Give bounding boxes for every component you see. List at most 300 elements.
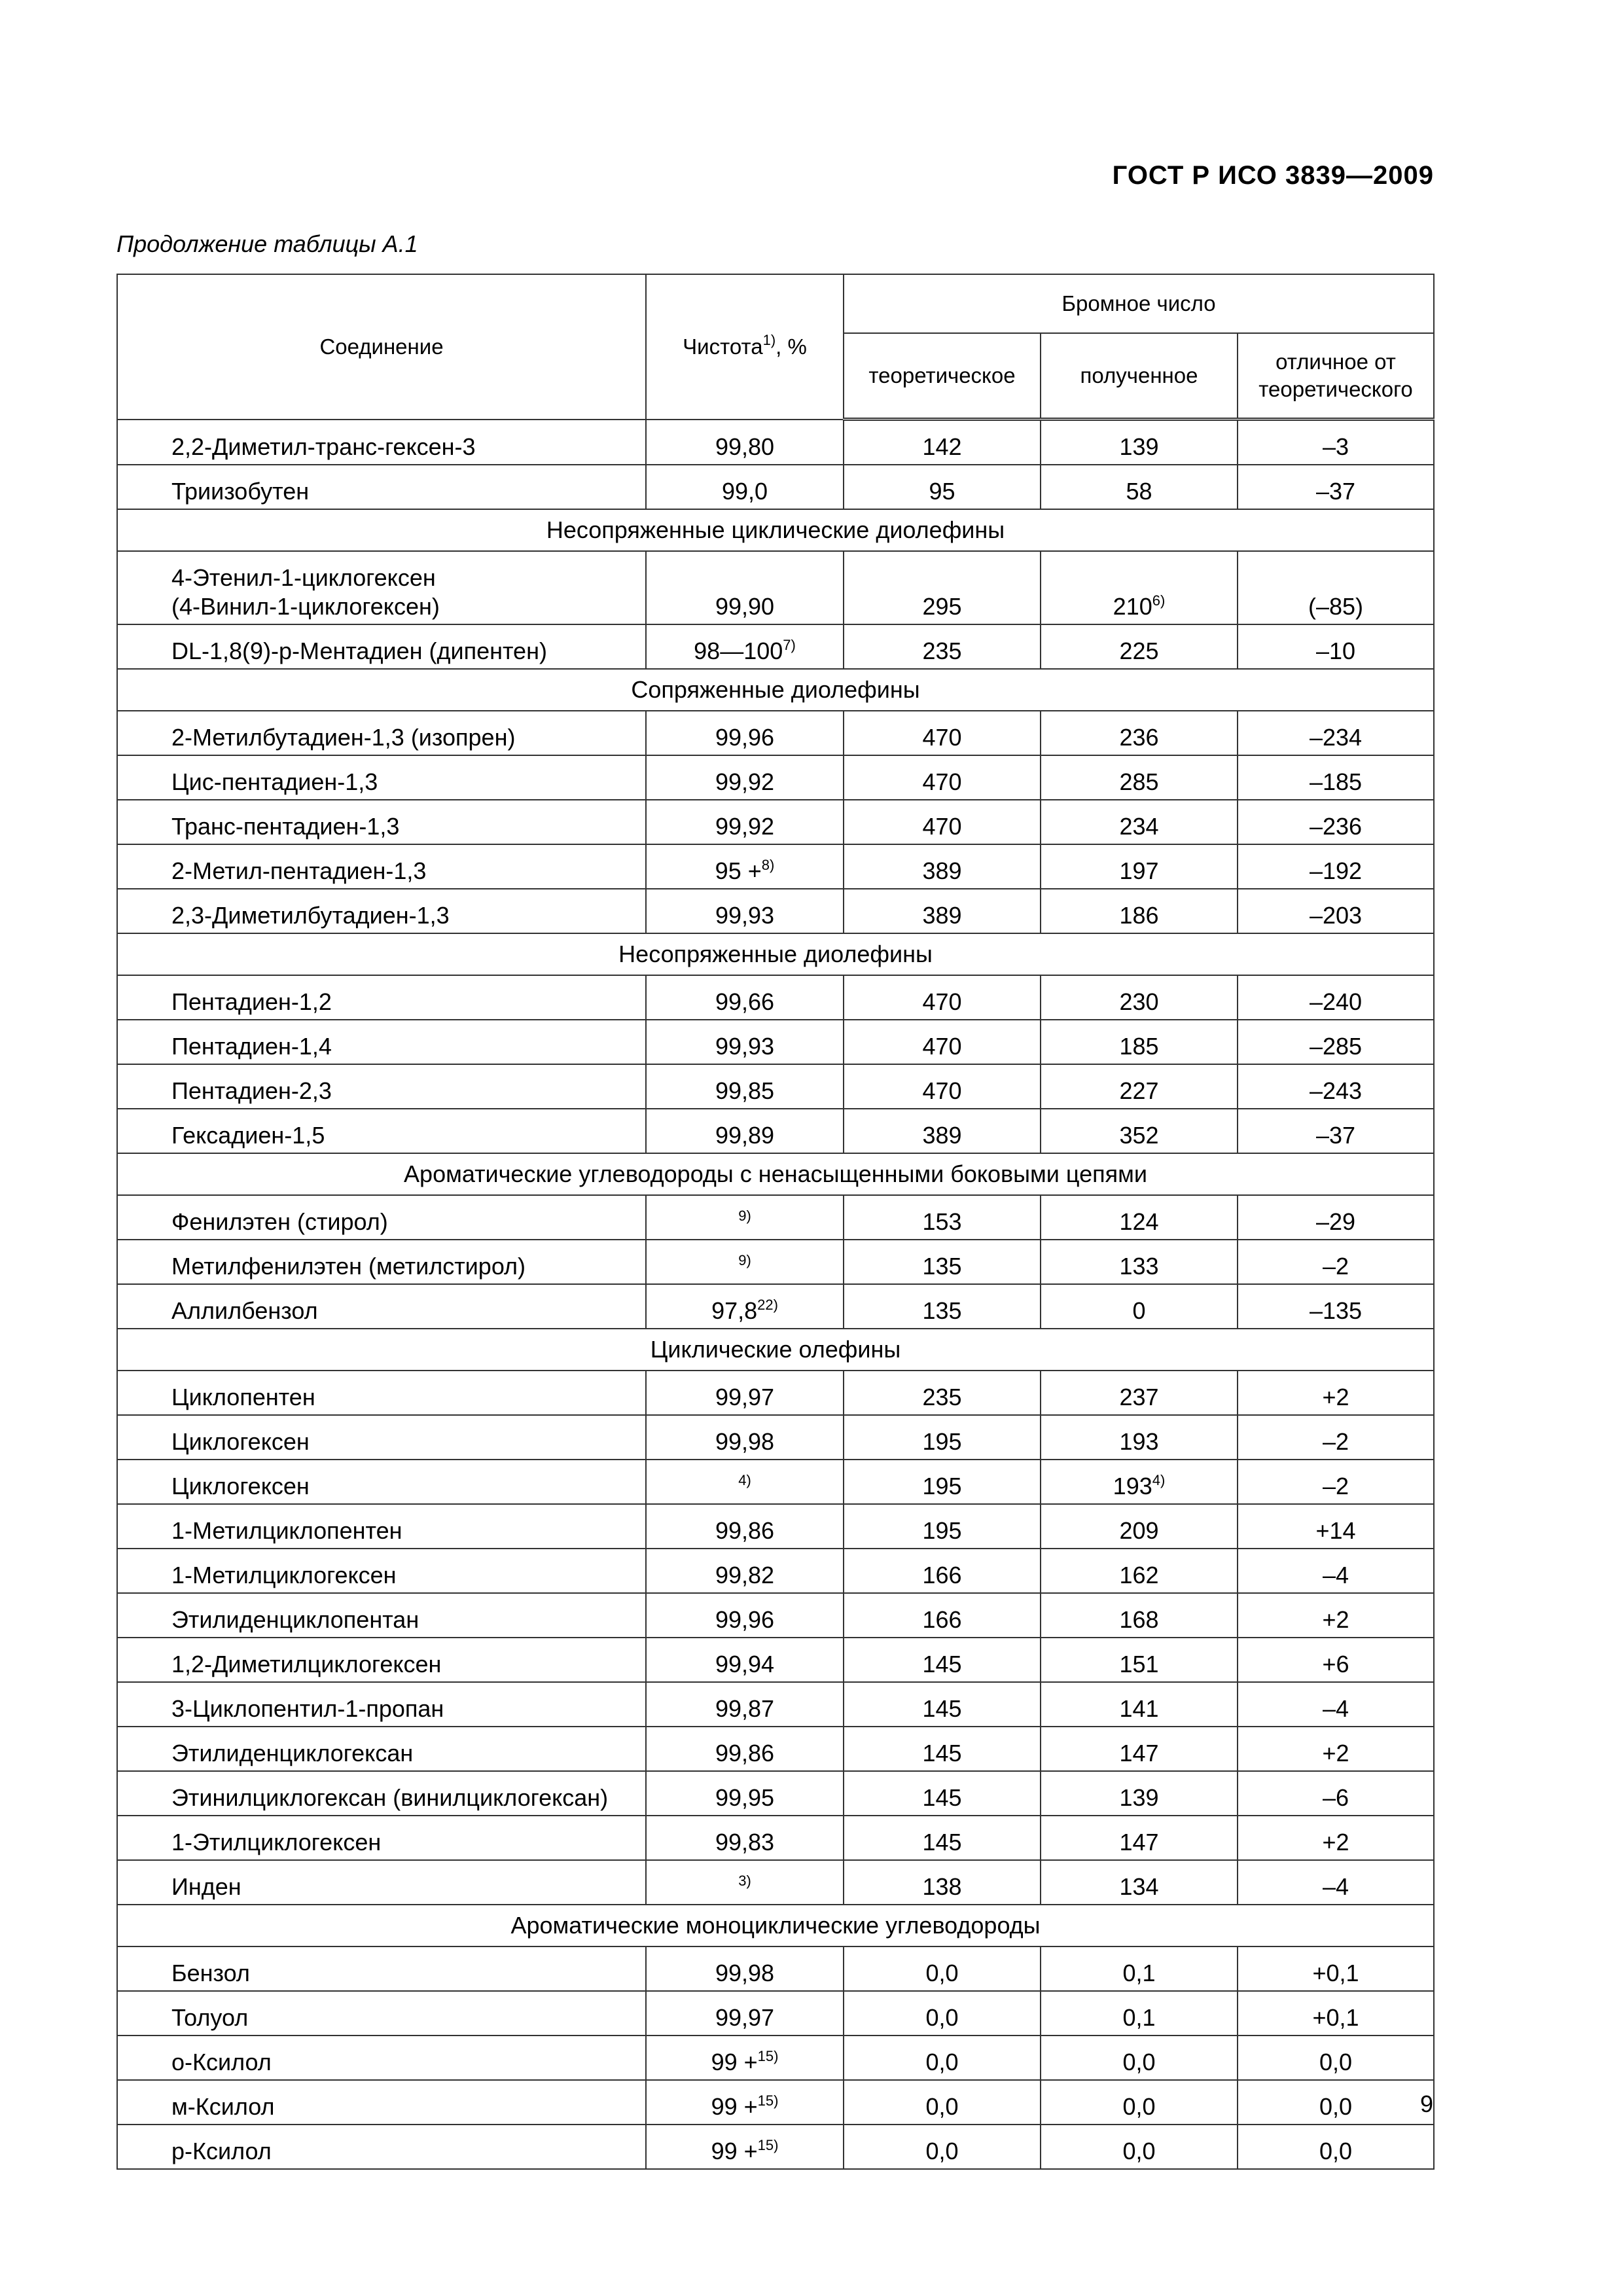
compound-cell: [117, 1946, 646, 1991]
theoretical-cell: [844, 1727, 1041, 1771]
obtained-cell: [1041, 1284, 1238, 1329]
purity-cell-value: 99,80: [715, 433, 775, 460]
section-row: [117, 933, 1434, 975]
compound-cell: [117, 624, 646, 669]
obtained-cell: [1041, 420, 1238, 465]
obtained-cell-value: 168: [1119, 1606, 1159, 1633]
difference-cell: [1238, 1460, 1434, 1504]
compound-name: р-Ксилол: [171, 2138, 272, 2164]
theoretical-cell: [844, 1504, 1041, 1549]
obtained-cell: [1041, 2080, 1238, 2125]
difference-cell: [1238, 800, 1434, 844]
purity-cell-footnote: 15): [757, 2092, 779, 2109]
theoretical-cell-value: 0,0: [925, 2093, 959, 2120]
purity-cell: [646, 1946, 844, 1991]
compound-cell: [117, 465, 646, 509]
compound-name: Циклогексен: [171, 1428, 310, 1455]
purity-cell: [646, 1682, 844, 1727]
theoretical-cell-value: 295: [922, 593, 962, 620]
difference-cell: [1238, 2036, 1434, 2080]
theoretical-cell-value: 0,0: [925, 1960, 959, 1986]
theoretical-cell-value: 166: [922, 1606, 962, 1633]
purity-cell: [646, 1460, 844, 1504]
purity-cell-value: 99,98: [715, 1960, 775, 1986]
difference-cell: [1238, 755, 1434, 800]
difference-cell: [1238, 1682, 1434, 1727]
header-obtained: полученное: [1041, 333, 1238, 420]
compound-name: 1-Метилциклогексен: [171, 1562, 397, 1588]
obtained-cell: [1041, 1946, 1238, 1991]
theoretical-cell: [844, 465, 1041, 509]
difference-cell: [1238, 2080, 1434, 2125]
purity-cell: [646, 2080, 844, 2125]
obtained-cell: [1041, 844, 1238, 889]
difference-cell: [1238, 2125, 1434, 2169]
purity-cell-value: 97,8: [711, 1297, 758, 1324]
obtained-cell: [1041, 465, 1238, 509]
compound-name: 2-Метилбутадиен-1,3 (изопрен): [171, 724, 516, 751]
compound-name: 1-Этилциклогексен: [171, 1829, 382, 1856]
compound-name: Фенилэтен (стирол): [171, 1208, 388, 1235]
section-row: [117, 669, 1434, 711]
difference-cell-value: –203: [1309, 902, 1363, 929]
theoretical-cell: [844, 1064, 1041, 1109]
obtained-cell: [1041, 711, 1238, 755]
compound-name: Инден: [171, 1873, 241, 1900]
difference-cell-value: (–85): [1308, 593, 1364, 620]
theoretical-cell: [844, 1460, 1041, 1504]
purity-cell: [646, 2036, 844, 2080]
purity-cell: [646, 1371, 844, 1415]
table-row: [117, 1816, 1434, 1860]
compound-cell: [117, 1816, 646, 1860]
compound-name: Толуол: [171, 2004, 249, 2031]
table-row: [117, 624, 1434, 669]
purity-cell-value: 99,92: [715, 768, 775, 795]
difference-cell-value: +2: [1322, 1606, 1349, 1633]
compound-cell: [117, 1240, 646, 1284]
obtained-cell-value: 230: [1119, 988, 1159, 1015]
theoretical-cell: [844, 551, 1041, 624]
purity-cell-value: 99,85: [715, 1077, 775, 1104]
compound-name: Транс-пентадиен-1,3: [171, 813, 400, 840]
header-purity-footnote: 1): [762, 331, 776, 348]
compound-name: Пентадиен-2,3: [171, 1077, 332, 1104]
section-heading: Несопряженные диолефины: [117, 933, 1434, 975]
theoretical-cell: [844, 1284, 1041, 1329]
difference-cell: [1238, 1860, 1434, 1905]
obtained-cell-value: 139: [1119, 433, 1159, 460]
purity-cell: [646, 1860, 844, 1905]
difference-cell-value: +2: [1322, 1829, 1349, 1856]
obtained-cell-value: 151: [1119, 1651, 1159, 1677]
difference-cell-value: –6: [1322, 1784, 1349, 1811]
theoretical-cell: [844, 420, 1041, 465]
difference-cell-value: –285: [1309, 1033, 1363, 1060]
difference-cell: [1238, 975, 1434, 1020]
obtained-cell: [1041, 1549, 1238, 1593]
difference-cell-value: –10: [1315, 637, 1356, 664]
table-row: [117, 1240, 1434, 1284]
bromine-number-table: [116, 274, 1435, 2170]
purity-cell: [646, 624, 844, 669]
section-row: [117, 1153, 1434, 1195]
theoretical-cell-value: 470: [922, 988, 962, 1015]
table-row: [117, 1682, 1434, 1727]
purity-cell-value: 99,0: [721, 478, 768, 505]
theoretical-cell: [844, 755, 1041, 800]
purity-cell-value: 99,82: [715, 1562, 775, 1588]
theoretical-cell-value: 145: [922, 1740, 962, 1767]
compound-name: Этилиденциклогексан: [171, 1740, 414, 1767]
obtained-cell: [1041, 1460, 1238, 1504]
compound-name: Циклогексен: [171, 1473, 310, 1499]
obtained-cell-value: 352: [1119, 1122, 1159, 1149]
obtained-cell: [1041, 800, 1238, 844]
obtained-cell: [1041, 624, 1238, 669]
purity-cell-value: 99,95: [715, 1784, 775, 1811]
difference-cell-value: –2: [1322, 1428, 1349, 1455]
table-row: [117, 2036, 1434, 2080]
difference-cell-value: –37: [1315, 478, 1356, 505]
difference-cell-value: –2: [1322, 1253, 1349, 1280]
compound-cell: [117, 844, 646, 889]
obtained-cell: [1041, 2125, 1238, 2169]
table-row: [117, 420, 1434, 465]
compound-name: Гексадиен-1,5: [171, 1122, 325, 1149]
difference-cell-value: –192: [1309, 857, 1363, 884]
compound-name: Триизобутен: [171, 478, 310, 505]
table-row: [117, 1991, 1434, 2036]
table-row: [117, 1064, 1434, 1109]
purity-cell-value: 99,97: [715, 1384, 775, 1410]
difference-cell: [1238, 1240, 1434, 1284]
purity-cell-footnote: 8): [761, 857, 775, 873]
theoretical-cell-value: 470: [922, 768, 962, 795]
compound-name: Пентадиен-1,2: [171, 988, 332, 1015]
obtained-cell: [1041, 1064, 1238, 1109]
compound-name: о-Ксилол: [171, 2049, 272, 2075]
theoretical-cell-value: 470: [922, 813, 962, 840]
section-row: [117, 509, 1434, 551]
difference-cell-value: –243: [1309, 1077, 1363, 1104]
purity-cell: [646, 755, 844, 800]
table-row: [117, 1549, 1434, 1593]
obtained-cell-footnote: 6): [1152, 592, 1166, 609]
obtained-cell-value: 285: [1119, 768, 1159, 795]
purity-cell-value: 99,87: [715, 1695, 775, 1722]
purity-cell-value: 98—100: [694, 637, 783, 664]
purity-cell: [646, 975, 844, 1020]
theoretical-cell-value: 470: [922, 1077, 962, 1104]
obtained-cell: [1041, 1109, 1238, 1153]
compound-cell: [117, 1991, 646, 2036]
compound-cell: [117, 1860, 646, 1905]
purity-cell: [646, 1240, 844, 1284]
difference-cell: [1238, 844, 1434, 889]
difference-cell-value: +2: [1322, 1384, 1349, 1410]
section-row: [117, 1329, 1434, 1371]
purity-cell: [646, 1415, 844, 1460]
purity-cell-value: 99,90: [715, 593, 775, 620]
purity-cell-footnote: 22): [757, 1297, 778, 1313]
compound-name: 2,2-Диметил-транс-гексен-3: [171, 433, 476, 460]
purity-cell-value: 99,93: [715, 1033, 775, 1060]
purity-cell: [646, 420, 844, 465]
compound-name: DL-1,8(9)-р-Ментадиен (дипентен): [171, 637, 547, 664]
obtained-cell-value: 236: [1119, 724, 1159, 751]
obtained-cell: [1041, 1682, 1238, 1727]
theoretical-cell: [844, 1549, 1041, 1593]
theoretical-cell: [844, 2080, 1041, 2125]
purity-cell-value: 99,66: [715, 988, 775, 1015]
section-heading: Ароматические моноциклические углеводороды: [117, 1905, 1434, 1946]
difference-cell: [1238, 1771, 1434, 1816]
compound-cell: [117, 1504, 646, 1549]
obtained-cell-value: 0,1: [1122, 1960, 1156, 1986]
theoretical-cell-value: 470: [922, 724, 962, 751]
difference-cell: [1238, 551, 1434, 624]
purity-cell: [646, 1638, 844, 1682]
obtained-cell: [1041, 1816, 1238, 1860]
theoretical-cell: [844, 1415, 1041, 1460]
theoretical-cell-value: 135: [922, 1253, 962, 1280]
compound-name: 1,2-Диметилциклогексен: [171, 1651, 442, 1677]
obtained-cell-value: 0: [1132, 1297, 1146, 1324]
compound-name: Этилиденциклопентан: [171, 1606, 419, 1633]
purity-cell-value: 99,86: [715, 1740, 775, 1767]
difference-cell-value: +0,1: [1312, 1960, 1359, 1986]
obtained-cell-value: 225: [1119, 637, 1159, 664]
compound-cell: [117, 1020, 646, 1064]
difference-cell-value: –236: [1309, 813, 1363, 840]
obtained-cell-value: 0,0: [1122, 2093, 1156, 2120]
purity-cell: [646, 1549, 844, 1593]
theoretical-cell: [844, 1816, 1041, 1860]
obtained-cell-value: 193: [1119, 1428, 1159, 1455]
compound-cell: [117, 889, 646, 933]
obtained-cell-value: 134: [1119, 1873, 1159, 1900]
purity-cell-footnote: 9): [738, 1208, 751, 1224]
table-row: [117, 1195, 1434, 1240]
theoretical-cell-value: 166: [922, 1562, 962, 1588]
table-caption: Продолжение таблицы А.1: [116, 230, 418, 257]
purity-cell-footnote: 7): [783, 637, 796, 653]
purity-cell: [646, 1816, 844, 1860]
purity-cell-footnote: 15): [757, 2048, 779, 2064]
theoretical-cell: [844, 975, 1041, 1020]
purity-cell: [646, 1064, 844, 1109]
obtained-cell: [1041, 551, 1238, 624]
table-row: [117, 800, 1434, 844]
difference-cell-value: –185: [1309, 768, 1363, 795]
header-compound: Соединение: [117, 274, 646, 420]
obtained-cell: [1041, 975, 1238, 1020]
obtained-cell-value: 0,0: [1122, 2049, 1156, 2075]
theoretical-cell-value: 0,0: [925, 2004, 959, 2031]
compound-cell: [117, 1682, 646, 1727]
purity-cell-value: 99,83: [715, 1829, 775, 1856]
header-purity-unit: , %: [776, 334, 807, 359]
purity-cell: [646, 1991, 844, 2036]
obtained-cell: [1041, 1504, 1238, 1549]
compound-cell: [117, 1064, 646, 1109]
obtained-cell: [1041, 1020, 1238, 1064]
page-number: 9: [1419, 2090, 1433, 2117]
table-row: [117, 551, 1434, 624]
obtained-cell-value: 197: [1119, 857, 1159, 884]
obtained-cell: [1041, 889, 1238, 933]
obtained-cell: [1041, 1240, 1238, 1284]
header-bromine-number: Бромное число: [844, 274, 1434, 333]
theoretical-cell-value: 153: [922, 1208, 962, 1235]
theoretical-cell-value: 145: [922, 1651, 962, 1677]
purity-cell-value: 99,93: [715, 902, 775, 929]
purity-cell-value: 99,92: [715, 813, 775, 840]
difference-cell: [1238, 1284, 1434, 1329]
compound-name: Циклопентен: [171, 1384, 315, 1410]
theoretical-cell: [844, 1240, 1041, 1284]
purity-cell-value: 99,98: [715, 1428, 775, 1455]
obtained-cell-value: 58: [1126, 478, 1152, 505]
theoretical-cell: [844, 2036, 1041, 2080]
table-row: [117, 1946, 1434, 1991]
compound-cell: [117, 1109, 646, 1153]
obtained-cell: [1041, 2036, 1238, 2080]
purity-cell-value: 99,86: [715, 1517, 775, 1544]
obtained-cell: [1041, 1991, 1238, 2036]
theoretical-cell-value: 145: [922, 1784, 962, 1811]
difference-cell: [1238, 420, 1434, 465]
difference-cell-value: –135: [1309, 1297, 1363, 1324]
purity-cell-footnote: 15): [757, 2137, 779, 2153]
difference-cell-value: –37: [1315, 1122, 1356, 1149]
compound-cell: [117, 975, 646, 1020]
obtained-cell-value: 237: [1119, 1384, 1159, 1410]
difference-cell-value: –240: [1309, 988, 1363, 1015]
table-row: [117, 1020, 1434, 1064]
difference-cell: [1238, 1816, 1434, 1860]
difference-cell: [1238, 1549, 1434, 1593]
difference-cell: [1238, 1415, 1434, 1460]
difference-cell-value: 0,0: [1319, 2049, 1353, 2075]
theoretical-cell: [844, 800, 1041, 844]
purity-cell: [646, 465, 844, 509]
theoretical-cell: [844, 1371, 1041, 1415]
purity-cell-value: 95 +: [715, 857, 762, 884]
theoretical-cell-value: 142: [922, 433, 962, 460]
purity-cell: [646, 711, 844, 755]
difference-cell: [1238, 1371, 1434, 1415]
compound-cell: [117, 1415, 646, 1460]
purity-cell: [646, 2125, 844, 2169]
compound-cell: [117, 1593, 646, 1638]
obtained-cell-value: 0,0: [1122, 2138, 1156, 2164]
purity-cell: [646, 889, 844, 933]
difference-cell-value: +14: [1315, 1517, 1356, 1544]
compound-name: Бензол: [171, 1960, 250, 1986]
purity-cell: [646, 800, 844, 844]
purity-cell: [646, 1504, 844, 1549]
table-row: [117, 1109, 1434, 1153]
difference-cell: [1238, 1195, 1434, 1240]
difference-cell: [1238, 1064, 1434, 1109]
compound-cell: [117, 1638, 646, 1682]
obtained-cell-value: 124: [1119, 1208, 1159, 1235]
header-purity: [646, 274, 844, 420]
section-heading: Сопряженные диолефины: [117, 669, 1434, 711]
compound-cell: [117, 755, 646, 800]
purity-cell-value: 99 +: [711, 2138, 758, 2164]
difference-cell: [1238, 1991, 1434, 2036]
purity-cell: [646, 1593, 844, 1638]
compound-cell: [117, 1727, 646, 1771]
obtained-cell-footnote: 4): [1152, 1472, 1166, 1488]
difference-cell: [1238, 465, 1434, 509]
obtained-cell-value: 147: [1119, 1740, 1159, 1767]
obtained-cell: [1041, 1638, 1238, 1682]
obtained-cell: [1041, 1593, 1238, 1638]
theoretical-cell-value: 138: [922, 1873, 962, 1900]
obtained-cell-value: 185: [1119, 1033, 1159, 1060]
obtained-cell: [1041, 1771, 1238, 1816]
compound-name: 3-Циклопентил-1-пропан: [171, 1695, 444, 1722]
difference-cell: [1238, 711, 1434, 755]
purity-cell: [646, 844, 844, 889]
header-theoretical: теоретическое: [844, 333, 1041, 420]
compound-name: Пентадиен-1,4: [171, 1033, 332, 1060]
table-row: [117, 1771, 1434, 1816]
theoretical-cell-value: 135: [922, 1297, 962, 1324]
theoretical-cell: [844, 624, 1041, 669]
difference-cell: [1238, 624, 1434, 669]
table-row: [117, 1460, 1434, 1504]
obtained-cell-value: 193: [1113, 1473, 1152, 1499]
difference-cell: [1238, 1946, 1434, 1991]
purity-cell-value: 99,96: [715, 724, 775, 751]
table-row: [117, 844, 1434, 889]
difference-cell-value: –234: [1309, 724, 1363, 751]
difference-cell: [1238, 1504, 1434, 1549]
table-row: [117, 1638, 1434, 1682]
compound-cell: [117, 2125, 646, 2169]
compound-cell: [117, 1371, 646, 1415]
obtained-cell-value: 133: [1119, 1253, 1159, 1280]
theoretical-cell-value: 235: [922, 1384, 962, 1410]
theoretical-cell-value: 389: [922, 857, 962, 884]
theoretical-cell: [844, 1020, 1041, 1064]
difference-cell: [1238, 1727, 1434, 1771]
table-row: [117, 1593, 1434, 1638]
section-heading: Несопряженные циклические диолефины: [117, 509, 1434, 551]
theoretical-cell: [844, 711, 1041, 755]
difference-cell-value: –4: [1322, 1695, 1349, 1722]
table-row: [117, 711, 1434, 755]
difference-cell-value: –4: [1322, 1873, 1349, 1900]
table-row: [117, 1504, 1434, 1549]
table-row: [117, 2125, 1434, 2169]
purity-cell-value: 99 +: [711, 2049, 758, 2075]
section-row: [117, 1905, 1434, 1946]
obtained-cell: [1041, 1371, 1238, 1415]
obtained-cell-value: 209: [1119, 1517, 1159, 1544]
table-row: [117, 2080, 1434, 2125]
theoretical-cell-value: 0,0: [925, 2138, 959, 2164]
compound-cell: [117, 1549, 646, 1593]
theoretical-cell: [844, 1860, 1041, 1905]
theoretical-cell: [844, 2125, 1041, 2169]
obtained-cell-value: 162: [1119, 1562, 1159, 1588]
